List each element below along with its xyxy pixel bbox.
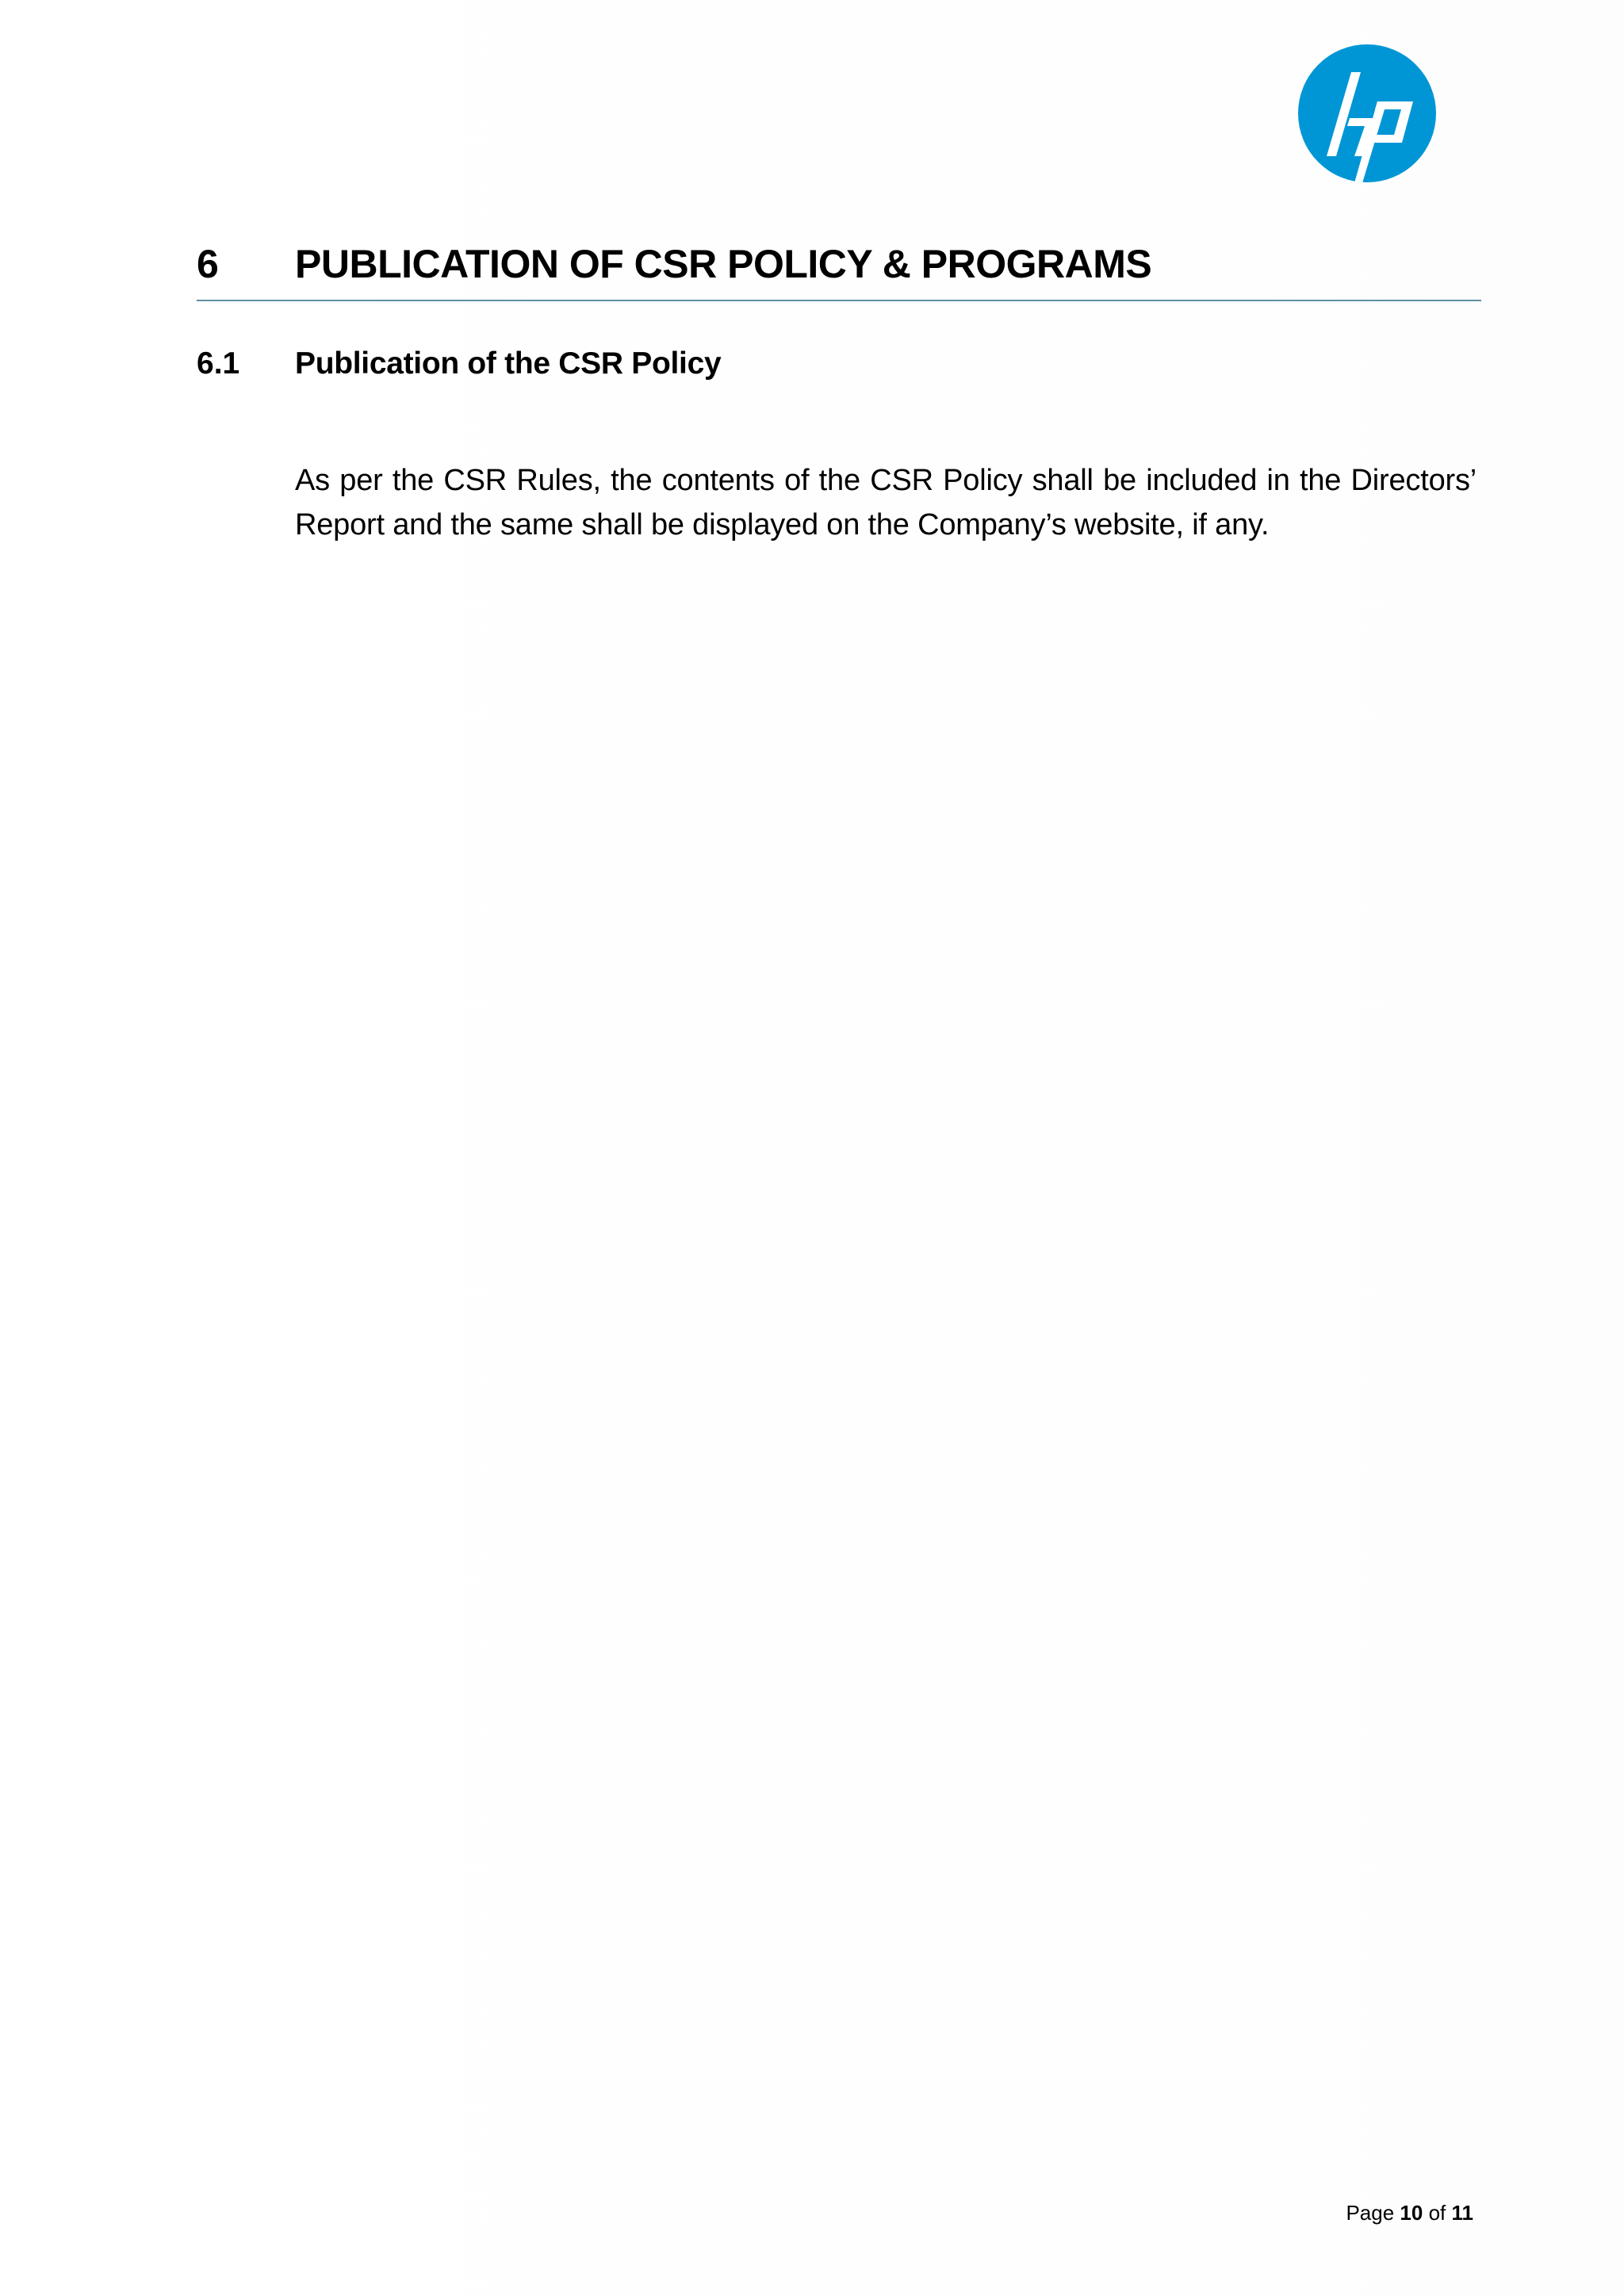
subsection-paragraph: As per the CSR Rules, the contents of the CSR Policy shall be included in the Directors’ Report and the same shall be displayed on the Company’s website, if any.	[295, 464, 1477, 541]
subsection-title: Publication of the CSR Policy	[295, 346, 722, 381]
hp-logo	[1297, 44, 1437, 183]
page-label: Page	[1346, 2201, 1395, 2225]
of-label: of	[1428, 2201, 1446, 2225]
hp-logo-icon	[1297, 44, 1437, 183]
subsection-number: 6.1	[197, 346, 240, 381]
section-number: 6	[197, 242, 219, 286]
page-footer	[1346, 2199, 1473, 2226]
section-heading	[197, 235, 1481, 301]
current-page-number: 10	[1400, 2201, 1423, 2225]
section-title: PUBLICATION OF CSR POLICY & PROGRAMS	[295, 242, 1152, 286]
total-pages-number: 11	[1451, 2201, 1473, 2225]
